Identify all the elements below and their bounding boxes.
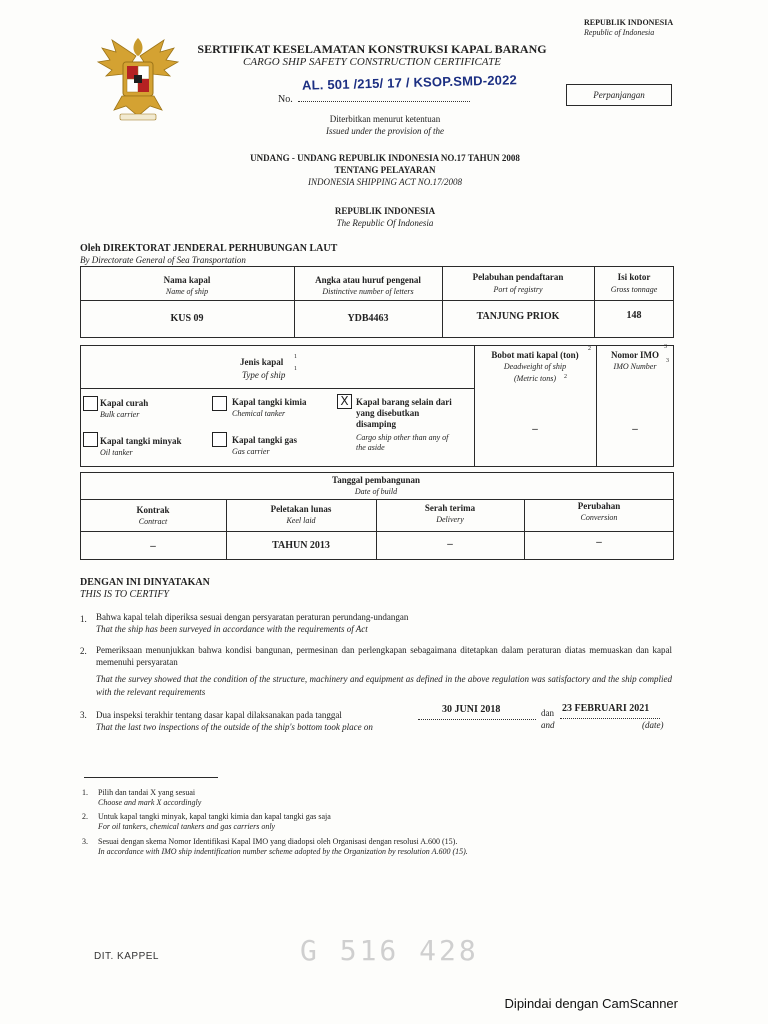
build-date-title-en: Date of build xyxy=(354,487,398,496)
inspection-date-1: 30 JUNI 2018 xyxy=(442,704,501,715)
certify-item-2: Pemeriksaan menunjukkan bahwa kondisi bangunan, permesinan dan perlengkapan sebagaimana ditetapkan dalam peraturan diatas memuaskan dan kapal memenuhi persyaratan xyxy=(96,645,672,667)
option-chemical-tanker-label: Kapal tangki kimia xyxy=(232,397,307,407)
contract-header: Kontrak xyxy=(136,505,170,515)
certify-item-3: Dua inspeksi terakhir tentang dasar kapal dilaksanakan pada tanggal xyxy=(96,710,342,720)
port-value: TANJUNG PRIOK xyxy=(476,311,560,322)
certify-item-3-en: That the last two inspections of the outside of the ship's bottom took place on xyxy=(96,722,373,732)
deadweight-header-unit: (Metric tons) xyxy=(514,374,556,383)
delivery-header: Serah terima xyxy=(424,503,476,513)
footnote-ref: 3 xyxy=(666,358,669,364)
inspection-date-2: 23 FEBRUARI 2021 xyxy=(562,703,650,714)
table-divider xyxy=(442,266,443,337)
option-general-cargo-label: Kapal barang selain dari yang disebutkan disamping xyxy=(356,397,452,429)
option-oil-tanker-label: Kapal tangki minyak xyxy=(100,436,182,446)
date-line xyxy=(560,718,660,719)
certificate-type: Perpanjangan xyxy=(593,90,645,100)
certify-heading-en: THIS IS TO CERTIFY xyxy=(80,589,169,600)
gross-tonnage-header-en: Gross tonnage xyxy=(610,285,658,294)
table-divider xyxy=(376,499,377,559)
certify-item-2-en: That the survey showed that the condition of the structure, machinery and equipment as defined in the above regulation was satisfactory and the ship complied with the relevant requirements xyxy=(96,674,672,697)
government-heading-en: The Republic Of Indonesia xyxy=(336,218,434,228)
certify-item-number: 1. xyxy=(80,614,87,624)
footnote-ref: 1 xyxy=(294,366,297,372)
issued-label-en: Issued under the provision of the xyxy=(326,126,444,136)
contract-header-en: Contract xyxy=(138,517,168,526)
delivery-value: – xyxy=(447,538,453,550)
country-heading-en: Republic of Indonesia xyxy=(584,28,655,37)
call-sign-header-en: Distinctive number of letters xyxy=(322,287,414,296)
option-oil-tanker-label-en: Oil tanker xyxy=(100,448,133,457)
authority-line-en: By Directorate General of Sea Transportation xyxy=(80,255,246,265)
option-gas-carrier-label: Kapal tangki gas xyxy=(232,435,298,445)
option-bulk-carrier-label: Kapal curah xyxy=(100,398,149,408)
ship-type-label-en: Type of ship xyxy=(242,370,286,380)
authority-line: Oleh DIREKTORAT JENDERAL PERHUBUNGAN LAUT xyxy=(80,243,338,254)
certificate-title: SERTIFIKAT KESELAMATAN KONSTRUKSI KAPAL BARANG xyxy=(197,42,547,56)
footnote-ref: 1 xyxy=(294,354,297,360)
date-line xyxy=(418,719,536,720)
ship-name-value: KUS 09 xyxy=(170,313,204,324)
contract-value: – xyxy=(150,540,156,552)
checkbox-oil-tanker[interactable] xyxy=(83,432,98,447)
footnote-2: Untuk kapal tangki minyak, kapal tangki kimia dan kapal tangki gas saja xyxy=(98,812,331,821)
checkbox-chemical-tanker[interactable] xyxy=(212,396,227,411)
act-title-en: INDONESIA SHIPPING ACT NO.17/2008 xyxy=(307,177,462,187)
issued-label: Diterbitkan menurut ketentuan xyxy=(329,114,441,124)
build-date-title: Tanggal pembangunan xyxy=(332,475,420,485)
footnote-ref: 2 xyxy=(564,374,567,380)
footnote-number: 2. xyxy=(82,812,88,821)
government-heading: REPUBLIK INDONESIA xyxy=(334,206,436,216)
footnote-separator xyxy=(84,777,218,778)
option-chemical-tanker-label-en: Chemical tanker xyxy=(232,409,286,418)
table-divider xyxy=(294,266,295,337)
port-header-en: Port of registry xyxy=(493,285,543,294)
deadweight-header-en: Deadweight of ship xyxy=(503,362,567,371)
keel-laid-value: TAHUN 2013 xyxy=(272,540,330,551)
table-divider xyxy=(80,388,474,389)
table-divider xyxy=(524,499,525,559)
certify-item-number: 2. xyxy=(80,646,87,656)
certify-item-number: 3. xyxy=(80,710,87,720)
garuda-emblem-icon xyxy=(92,30,184,124)
number-dotted-line xyxy=(298,101,470,102)
keel-laid-header: Peletakan lunas xyxy=(270,504,332,514)
footnote-number: 3. xyxy=(82,837,88,846)
ship-name-header-en: Name of ship xyxy=(165,287,209,296)
port-header: Pelabuhan pendaftaran xyxy=(472,272,564,282)
footnote-3: Sesuai dengan skema Nomor Identifikasi Kapal IMO yang diadopsi oleh Organisasi dengan resolusi A.600 (15). xyxy=(98,837,458,846)
call-sign-value: YDB4463 xyxy=(347,313,389,324)
and-label: dan xyxy=(541,708,554,718)
table-divider xyxy=(226,499,227,559)
certificate-number-stamp: AL. 501 /215/ 17 / KSOP.SMD-2022 xyxy=(301,72,518,93)
checkbox-gas-carrier[interactable] xyxy=(212,432,227,447)
gross-tonnage-header: Isi kotor xyxy=(617,272,651,282)
department-code: DIT. KAPPEL xyxy=(94,951,159,962)
option-bulk-carrier-label-en: Bulk carrier xyxy=(100,410,140,419)
keel-laid-header-en: Keel laid xyxy=(286,516,316,525)
conversion-header: Perubahan xyxy=(577,501,621,511)
delivery-header-en: Delivery xyxy=(436,515,464,524)
certify-item-1-en: That the ship has been surveyed in accordance with the requirements of Act xyxy=(96,624,368,634)
certify-item-1: Bahwa kapal telah diperiksa sesuai dengan persyaratan peraturan perundang-undangan xyxy=(96,612,409,622)
country-heading: REPUBLIK INDONESIA xyxy=(584,18,674,27)
footnote-1: Pilih dan tandai X yang sesuai xyxy=(98,788,196,797)
and-label-en: and xyxy=(541,720,555,730)
footnote-ref: 2 xyxy=(588,346,591,352)
gross-tonnage-value: 148 xyxy=(626,310,642,321)
imo-header: Nomor IMO xyxy=(610,350,660,360)
number-label: No. xyxy=(278,94,293,105)
scanner-watermark: Dipindai dengan CamScanner xyxy=(504,996,678,1011)
ship-type-label: Jenis kapal xyxy=(240,357,284,367)
option-general-cargo-label-en: Cargo ship other than any of the aside xyxy=(356,433,449,452)
deadweight-value: – xyxy=(532,423,538,435)
footnote-2-en: For oil tankers, chemical tankers and gas carriers only xyxy=(98,822,276,831)
certificate-title-en: CARGO SHIP SAFETY CONSTRUCTION CERTIFICATE xyxy=(243,56,501,68)
table-divider xyxy=(474,345,475,466)
conversion-header-en: Conversion xyxy=(580,513,618,522)
footnote-ref: 3 xyxy=(664,344,667,350)
table-divider xyxy=(596,345,597,466)
serial-number-watermark: G 516 428 xyxy=(300,934,479,967)
checkbox-general-cargo[interactable] xyxy=(337,394,352,409)
conversion-value: – xyxy=(596,536,602,548)
imo-value: – xyxy=(632,423,638,435)
option-gas-carrier-label-en: Gas carrier xyxy=(232,447,270,456)
table-divider xyxy=(594,266,595,337)
act-title: UNDANG - UNDANG REPUBLIK INDONESIA NO.17 TAHUN 2008 xyxy=(250,153,520,163)
footnote-number: 1. xyxy=(82,788,88,797)
deadweight-header: Bobot mati kapal (ton) xyxy=(491,350,579,360)
table-divider xyxy=(80,300,673,301)
certificate-type-box xyxy=(566,84,672,106)
checkbox-mark: X xyxy=(340,394,349,408)
ship-name-header: Nama kapal xyxy=(163,275,211,285)
footnote-1-en: Choose and mark X accordingly xyxy=(98,798,202,807)
checkbox-bulk-carrier[interactable] xyxy=(83,396,98,411)
act-subtitle: TENTANG PELAYARAN xyxy=(334,165,436,175)
imo-header-en: IMO Number xyxy=(613,362,657,371)
certify-heading: DENGAN INI DINYATAKAN xyxy=(80,577,210,588)
call-sign-header: Angka atau huruf pengenal xyxy=(315,275,421,285)
date-label: (date) xyxy=(642,720,664,730)
footnote-3-en: In accordance with IMO ship indentification number scheme adopted by the Organization by resolution A.600 (15). xyxy=(98,847,468,856)
